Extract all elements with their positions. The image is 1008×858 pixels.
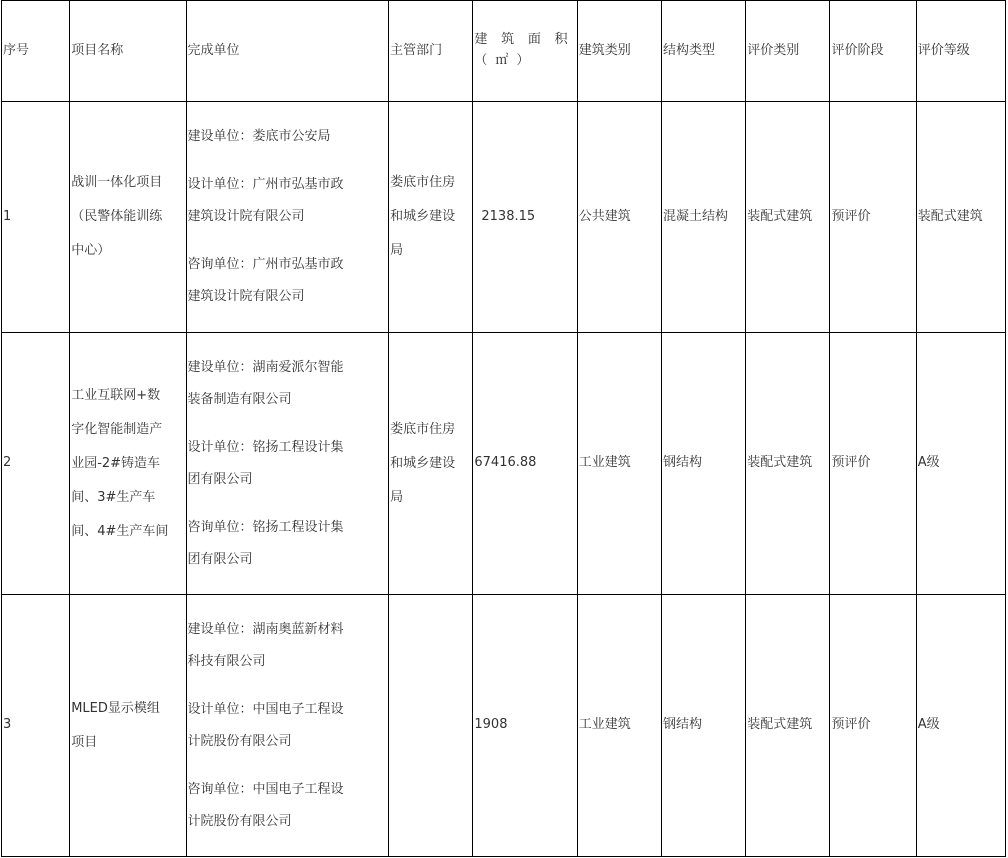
dept-line: 和城乡建设 [390, 209, 456, 224]
header-area: 建筑面积（㎡） [473, 1, 577, 102]
table-row [2, 102, 1006, 333]
header-eval-type: 评价类别 [746, 1, 830, 102]
cell-project-name [70, 333, 186, 595]
project-name-line: 战训一体化项目 [71, 175, 163, 190]
header-row [2, 1, 1006, 102]
dept-line: 和城乡建设 [390, 455, 456, 471]
dept-line: 娄底市住房 [390, 175, 456, 190]
cell-area: 1908 [473, 595, 577, 857]
unit-line: 计院股份有限公司 [187, 733, 292, 749]
cell-eval-type: 装配式建筑 [746, 102, 830, 333]
cell-eval-type: 装配式建筑 [746, 595, 830, 857]
header-building-type: 建筑类别 [577, 1, 661, 102]
unit-line: 建筑设计院有限公司 [187, 289, 305, 304]
project-name-line: MLED显示模组 [71, 700, 160, 716]
project-name-line: （民警体能训练 [71, 209, 163, 224]
cell-eval-stage: 预评价 [830, 102, 916, 333]
unit-line: 咨询单位：中国电子工程设 [187, 781, 344, 797]
cell-eval-grade: 装配式建筑 [916, 102, 1005, 333]
unit-line: 咨询单位：广州市弘基市政 [187, 257, 344, 272]
project-name-line: 字化智能制造产 [71, 421, 163, 437]
unit-line: 建筑设计院有限公司 [187, 209, 305, 224]
unit-line: 建设单位：娄底市公安局 [187, 129, 331, 144]
unit-line: 建设单位：湖南爱派尔智能 [187, 359, 344, 375]
header-structure-type: 结构类型 [661, 1, 745, 102]
unit-line: 团有限公司 [187, 471, 253, 487]
cell-area: 67416.88 [473, 333, 577, 595]
unit-line: 团有限公司 [187, 551, 253, 567]
dept-line: 局 [390, 489, 404, 505]
cell-units [186, 333, 389, 595]
cell-dept [389, 595, 473, 857]
cell-eval-stage: 预评价 [830, 595, 916, 857]
unit-line: 计院股份有限公司 [187, 813, 292, 829]
cell-seq: 1 [2, 102, 70, 333]
table-row [2, 333, 1006, 595]
project-name-line: 中心） [71, 243, 111, 258]
unit-line: 装备制造有限公司 [187, 391, 292, 407]
project-name-line: 间、4#生产车间 [71, 523, 169, 539]
dept-line: 娄底市住房 [390, 421, 456, 437]
cell-area: 2138.15 [473, 102, 577, 333]
cell-building-type: 工业建筑 [577, 595, 661, 857]
unit-line: 科技有限公司 [187, 653, 266, 669]
cell-project-name [70, 595, 186, 857]
cell-seq: 2 [2, 333, 70, 595]
unit-line: 设计单位：广州市弘基市政 [187, 177, 344, 192]
cell-eval-grade: A级 [916, 595, 1005, 857]
cell-eval-grade: A级 [916, 333, 1005, 595]
cell-building-type: 工业建筑 [577, 333, 661, 595]
unit-line: 设计单位：中国电子工程设 [187, 701, 344, 717]
cell-dept [389, 333, 473, 595]
header-eval-grade: 评价等级 [916, 1, 1005, 102]
header-seq: 序号 [2, 1, 70, 102]
project-name-line: 工业互联网+数 [71, 387, 161, 403]
unit-line: 设计单位：铭扬工程设计集 [187, 439, 344, 455]
cell-eval-type: 装配式建筑 [746, 333, 830, 595]
project-name-line: 业园-2#铸造车 [71, 455, 161, 471]
header-units: 完成单位 [186, 1, 389, 102]
cell-units [186, 102, 389, 333]
project-name-line: 间、3#生产车 [71, 489, 156, 505]
table-row [2, 595, 1006, 857]
unit-line: 建设单位：湖南奥蓝新材料 [187, 621, 344, 637]
project-name-line: 项目 [71, 734, 98, 750]
unit-line: 咨询单位：铭扬工程设计集 [187, 519, 344, 535]
header-dept: 主管部门 [389, 1, 473, 102]
cell-structure-type: 钢结构 [661, 595, 745, 857]
cell-units [186, 595, 389, 857]
cell-structure-type: 混凝土结构 [661, 102, 745, 333]
cell-project-name [70, 102, 186, 333]
header-eval-stage: 评价阶段 [830, 1, 916, 102]
cell-seq: 3 [2, 595, 70, 857]
projects-table [1, 0, 1006, 857]
header-project-name: 项目名称 [70, 1, 186, 102]
cell-building-type: 公共建筑 [577, 102, 661, 333]
cell-structure-type: 钢结构 [661, 333, 745, 595]
cell-dept [389, 102, 473, 333]
dept-line: 局 [390, 243, 404, 258]
cell-eval-stage: 预评价 [830, 333, 916, 595]
